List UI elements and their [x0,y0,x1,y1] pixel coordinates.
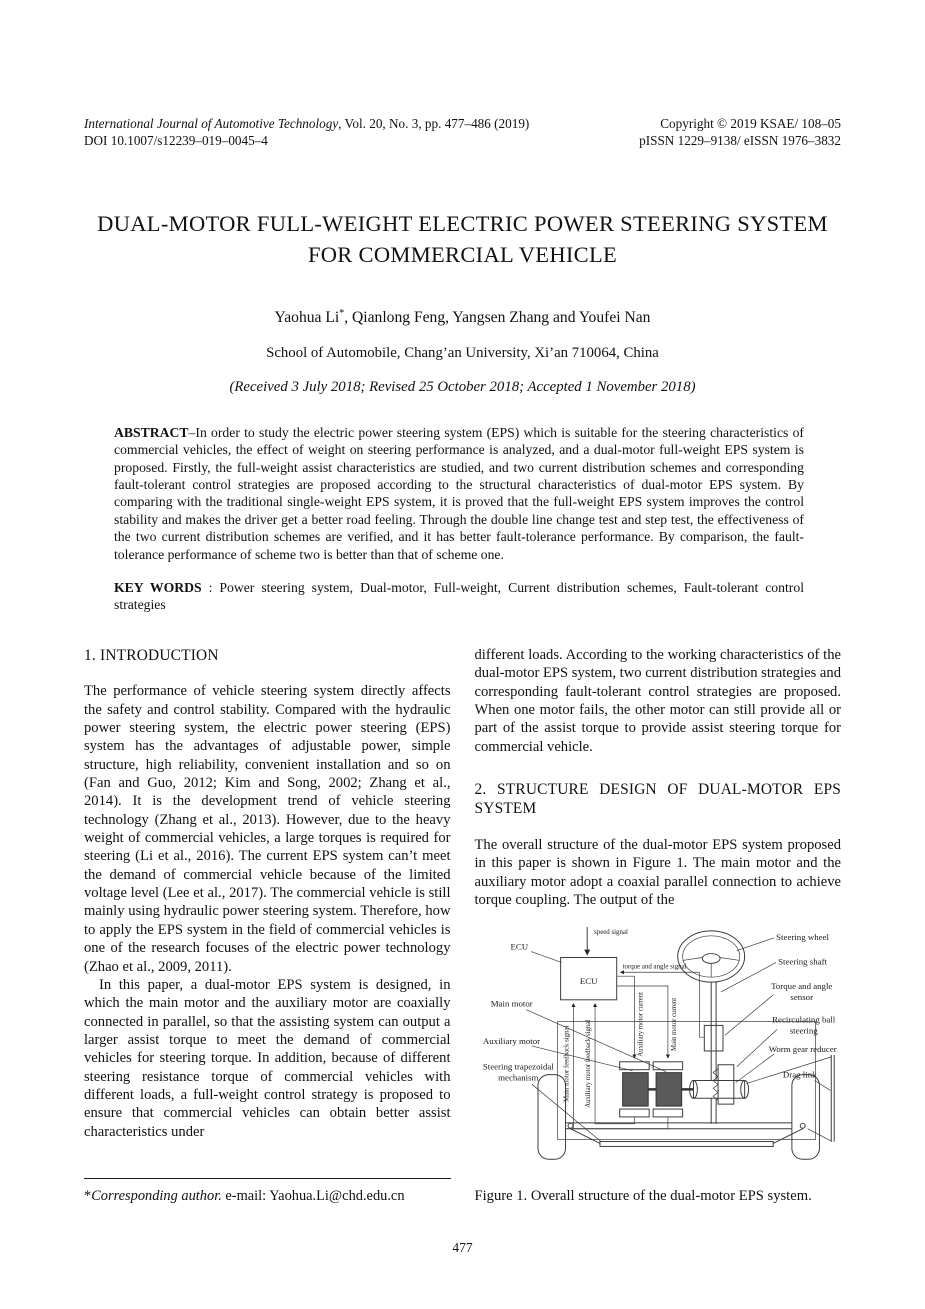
keywords-text: Power steering system, Dual-motor, Full-weight, Current distribution schemes, Fault-tolerant control strategies [114,580,805,613]
keywords-sep: : [201,580,220,596]
callout-line [735,1054,773,1083]
aux-current-line [616,976,634,1058]
aux-motor-mount-bottom [619,1109,649,1117]
figure-label-steering-wheel: Steering wheel [775,932,829,943]
main-motor-shape [656,1073,682,1106]
copyright-line: Copyright © 2019 KSAE/ 108–05 [660,116,841,131]
speed-signal-label: speed signal [593,929,628,937]
wheel-spoke [682,958,702,961]
footnote-star: * [84,1188,92,1205]
author-list [84,308,841,327]
trapezoid-arm-right [773,1129,803,1144]
figure-1 [475,921,842,1205]
trapezoid-arm-left [570,1129,600,1144]
journal-line [84,116,529,133]
title-line-2: FOR COMMERCIAL VEHICLE [307,241,618,267]
steering-wheel-hub [702,954,720,964]
section-2-paragraph: The overall structure of the dual-motor EPS system proposed in this paper is shown in Figure 1. The main motor and the auxiliary motor adopt a coaxial parallel connection to achieve torque coupling. The output of the [474,836,841,908]
figure-label-main-motor: Main motor [490,998,533,1009]
page-header [84,116,841,150]
aux-feedback-label: Auxiliary motor feedback signal [584,1020,592,1109]
torque-angle-signal-label: torque and angle signal [622,963,687,971]
callout-line [724,995,772,1035]
knuckle-joint [568,1124,573,1129]
footnote-italic: Corresponding author. [91,1188,222,1205]
paper-page [84,0,841,1256]
footnote-email: e-mail: Yaohua.Li@chd.edu.cn [221,1188,405,1205]
figure-label-auxiliary-motor: Auxiliary motor [482,1036,540,1047]
recirculating-ball-teeth [713,1069,718,1100]
footnote-rule [84,1178,451,1179]
torque-angle-signal-line [620,973,704,1038]
ecu-callout-label: ECU [509,941,528,952]
ecu-box-label: ECU [579,976,598,987]
paper-title [84,208,841,270]
left-road-wheel [537,1075,565,1160]
intro-paragraph-2: In this paper, a dual-motor EPS system is designed, in which the main motor and the auxiliary motor are coaxially connected in parallel, so that the assisting system can output a larger assist torque to meet the demand of commercial vehicles for steering torque. In addition, because of different steering resistance torque of commercial vehicles with different loads, a full-weight control strategy is proposed to ensure that commercial vehicles can obtain better assist characteristics under [84,976,451,1140]
figure-label-worm-gear: Worm gear reducer [768,1044,837,1055]
figure-1-diagram [475,921,847,1179]
received-dates: (Received 3 July 2018; Revised 25 October 2018; Accepted 1 November 2018) [229,378,696,395]
doi-line: DOI 10.1007/s12239–019–0045–4 [84,132,268,148]
section-2-heading: 2. STRUCTURE DESIGN OF DUAL-MOTOR EPS SYSTEM [474,780,841,818]
figure-label-drag-link: Drag link [782,1069,817,1080]
affiliation: School of Automobile, Chang’an University, Xi’an 710064, China [266,344,659,361]
main-motor-mount-top [653,1062,683,1070]
vehicle-frame [557,1022,815,1140]
ecu-callout-line [531,952,562,963]
callout-line [736,938,773,951]
figure-label-trapezoid-2: mechanism [497,1072,538,1083]
worm-gear-reducer-shape [693,1081,744,1099]
main-motor-mount-bottom [653,1109,683,1117]
right-column [475,646,842,1206]
author-first: Yaohua Li [274,308,340,326]
auxiliary-motor-shape [622,1073,648,1106]
intro-paragraph-continued: different loads. According to the working characteristics of the dual-motor EPS system, two current distribution strategies and corresponding fault-tolerant control strategies are proposed. When one motor fails, the other motor can still provide all or part of the assist torque to provide assist steering torque for commercial vehicle. [474,646,841,755]
main-feedback-label: Main motor feedback signal [562,1025,570,1103]
keywords-label: KEY WORDS [114,580,202,596]
figure-label-sensor-2: sensor [789,992,813,1003]
issn-line: pISSN 1229–9138/ eISSN 1976–3832 [639,132,841,148]
callout-line [814,1081,830,1091]
page-number: 477 [452,1239,473,1255]
section-1-heading: 1. INTRODUCTION [84,646,219,664]
figure-label-recirc-2: steering [789,1025,818,1036]
left-column [84,646,451,1206]
journal-name: International Journal of Automotive Technology [84,116,339,131]
footnote-block [84,1156,451,1205]
tie-rod [599,1142,772,1147]
torque-angle-sensor-shape [704,1026,723,1052]
corresponding-author-mark: * [339,307,345,319]
figure-label-steering-shaft: Steering shaft [777,956,827,967]
figure-1-caption: Figure 1. Overall structure of the dual-motor EPS system. [474,1188,812,1205]
intro-paragraph-1: The performance of vehicle steering system directly affects the safety and control stability. Compared with the hydraulic power steering system, the electric power steering (EPS) system has the advantages of adjustable power, simple structure, high reliability, convenient installation and so on (Fan and Guo, 2012; Kim and Song, 2002; Zhang et al., 2014). It is the development trend of vehicle steering technology (Zhang et al., 2013). However, due to the heavy weight of commercial vehicles, a large torques is required for steering (Li et al., 2016). The current EPS system can’t meet the demand of commercial vehicle because of the limited voltage level (Lee et al., 2017). The commercial vehicle is still mainly using hydraulic power steering system. Therefore, how to apply the EPS system in the field of commercial vehicles is one of the research focuses of the electric power technology (Zhao et al., 2009, 2011). [84,683,451,975]
author-rest: , Qianlong Feng, Yangsen Zhang and Youfei Nan [344,308,651,326]
callout-line [721,963,776,993]
abstract-text: –In order to study the electric power steering system (EPS) which is suitable for the steering characteristics of commercial vehicles, the effect of weight on steering performance is analyzed, and a dual-motor full-weight EPS system is proposed. Firstly, the full-weight assist characteristics are studied, and two current distribution schemes and corresponding fault-tolerant control strategies are proposed according to the structural characteristics of dual-motor EPS system. By comparing with the traditional single-weight EPS system, it is proved that the full-weight EPS system improves the control stability and makes the driver get a better road feeling. Through the double line change test and step test, the effectiveness of the two current distribution schemes are verified, and it has better fault-tolerance performance. By comparison, the fault-tolerance performance of scheme two is better than that of scheme one. [114,424,804,562]
corresponding-author-note [84,1187,451,1205]
abstract-label: ABSTRACT [114,424,189,440]
figure-label-sensor-1: Torque and angle [770,981,832,992]
aux-current-label: Auxiliary motor current [636,992,644,1058]
journal-volume: , Vol. 20, No. 3, pp. 477–486 (2019) [338,116,530,131]
wheel-spoke [720,958,740,961]
figure-label-recirc-1: Recirculating ball [771,1014,835,1025]
abstract [114,424,804,563]
main-current-label: Main motor current [670,998,678,1052]
title-line-1: DUAL-MOTOR FULL-WEIGHT ELECTRIC POWER STEERING SYSTEM [97,210,828,236]
two-column-body [84,646,841,1206]
keywords [114,579,804,614]
knuckle-joint [800,1124,805,1129]
journal-info [84,116,529,150]
copyright-info [639,116,841,150]
figure-label-trapezoid-1: Steering trapezoidal [482,1061,554,1072]
